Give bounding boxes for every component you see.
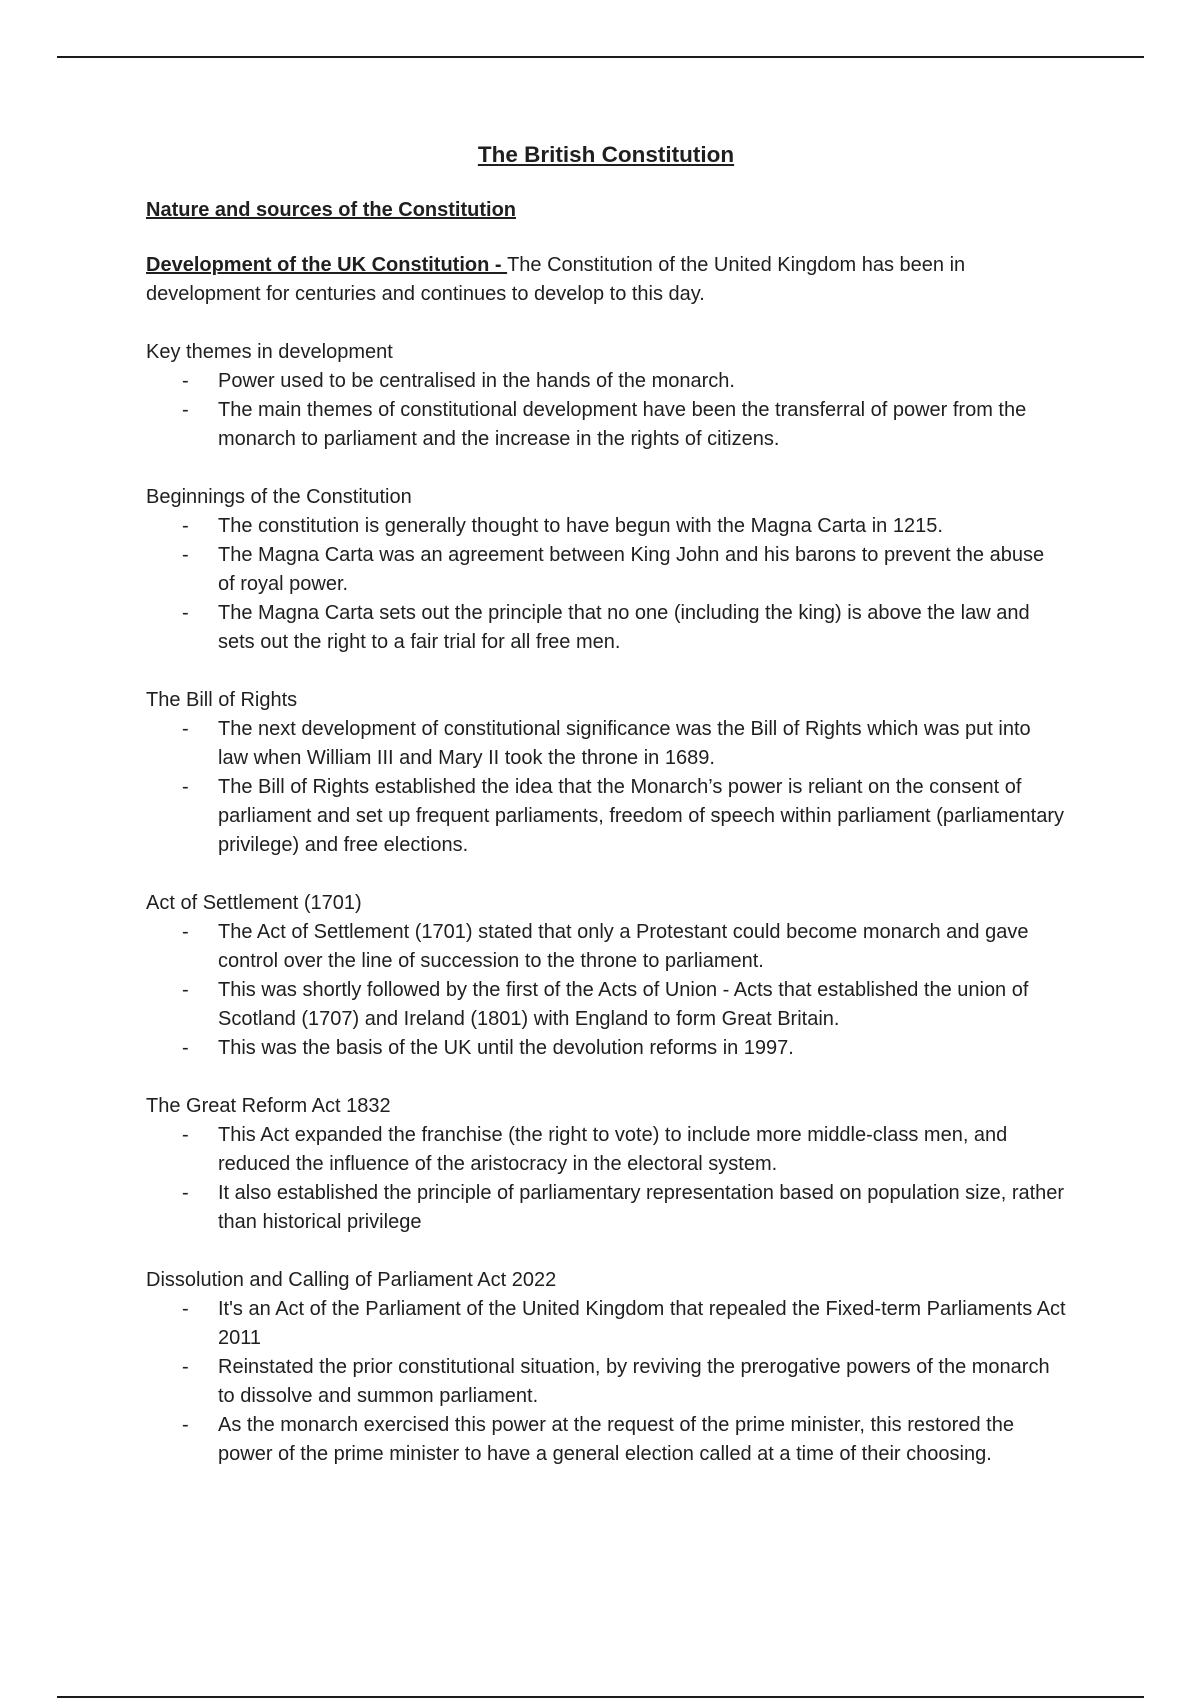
bullet-item: - The next development of constitutional significance was the Bill of Rights which was put into law when William III and Mary II took the throne in 1689.: [218, 715, 1066, 773]
section-beginnings: [146, 483, 1066, 657]
page-subtitle: Nature and sources of the Constitution: [146, 199, 517, 221]
bullet-list: [146, 367, 1066, 454]
section-dissolution-act: [146, 1266, 1066, 1469]
bottom-rule: [57, 1696, 1144, 1698]
top-rule: [57, 56, 1144, 58]
bullet-item: - The Act of Settlement (1701) stated that only a Protestant could become monarch and gave control over the line of succession to the throne to parliament.: [218, 918, 1066, 976]
section-heading: The Bill of Rights: [146, 689, 298, 711]
bullet-list: [146, 918, 1066, 1063]
bullet-item: - The Magna Carta sets out the principle that no one (including the king) is above the law and sets out the right to a fair trial for all free men.: [218, 599, 1066, 657]
bullet-item: - The main themes of constitutional development have been the transferral of power from the monarch to parliament and the increase in the rights of citizens.: [218, 396, 1066, 454]
section-heading: Beginnings of the Constitution: [146, 486, 412, 508]
document-body: [146, 140, 1066, 1498]
section-bill-of-rights: [146, 686, 1066, 860]
intro-lead: Development of the UK Constitution -: [146, 254, 508, 276]
bullet-item: - As the monarch exercised this power at the request of the prime minister, this restored the power of the prime minister to have a general election called at a time of their choosing.: [218, 1411, 1066, 1469]
bullet-item: - The constitution is generally thought to have begun with the Magna Carta in 1215.: [218, 512, 1066, 541]
intro-paragraph: [146, 251, 1066, 309]
bullet-list: [146, 1295, 1066, 1469]
bullet-item: - This was the basis of the UK until the devolution reforms in 1997.: [218, 1034, 1066, 1063]
bullet-item: - This Act expanded the franchise (the right to vote) to include more middle-class men, and reduced the influence of the aristocracy in the electoral system.: [218, 1121, 1066, 1179]
section-act-of-settlement: [146, 889, 1066, 1063]
bullet-item: - Reinstated the prior constitutional situation, by reviving the prerogative powers of the monarch to dissolve and summon parliament.: [218, 1353, 1066, 1411]
page-title: The British Constitution: [477, 142, 735, 167]
section-heading: Dissolution and Calling of Parliament Act 2022: [146, 1269, 557, 1291]
bullet-list: [146, 512, 1066, 657]
bullet-item: - It also established the principle of parliamentary representation based on population size, rather than historical privilege: [218, 1179, 1066, 1237]
bullet-item: - This was shortly followed by the first of the Acts of Union - Acts that established the union of Scotland (1707) and Ireland (1801) with England to form Great Britain.: [218, 976, 1066, 1034]
section-heading: Key themes in development: [146, 341, 393, 363]
bullet-item: - Power used to be centralised in the hands of the monarch.: [218, 367, 1066, 396]
section-heading: The Great Reform Act 1832: [146, 1095, 391, 1117]
section-heading: Act of Settlement (1701): [146, 892, 362, 914]
bullet-item: - It's an Act of the Parliament of the United Kingdom that repealed the Fixed-term Parliaments Act 2011: [218, 1295, 1066, 1353]
bullet-item: - The Magna Carta was an agreement between King John and his barons to prevent the abuse of royal power.: [218, 541, 1066, 599]
intro-text: The Constitution of the United Kingdom has been in development for centuries and continues to develop to this day.: [146, 254, 966, 305]
section-great-reform-act: [146, 1092, 1066, 1237]
section-key-themes: [146, 338, 1066, 454]
bullet-list: [146, 1121, 1066, 1237]
bullet-item: - The Bill of Rights established the idea that the Monarch’s power is reliant on the consent of parliament and set up frequent parliaments, freedom of speech within parliament (parliamentary privilege) and free elections.: [218, 773, 1066, 860]
bullet-list: [146, 715, 1066, 860]
